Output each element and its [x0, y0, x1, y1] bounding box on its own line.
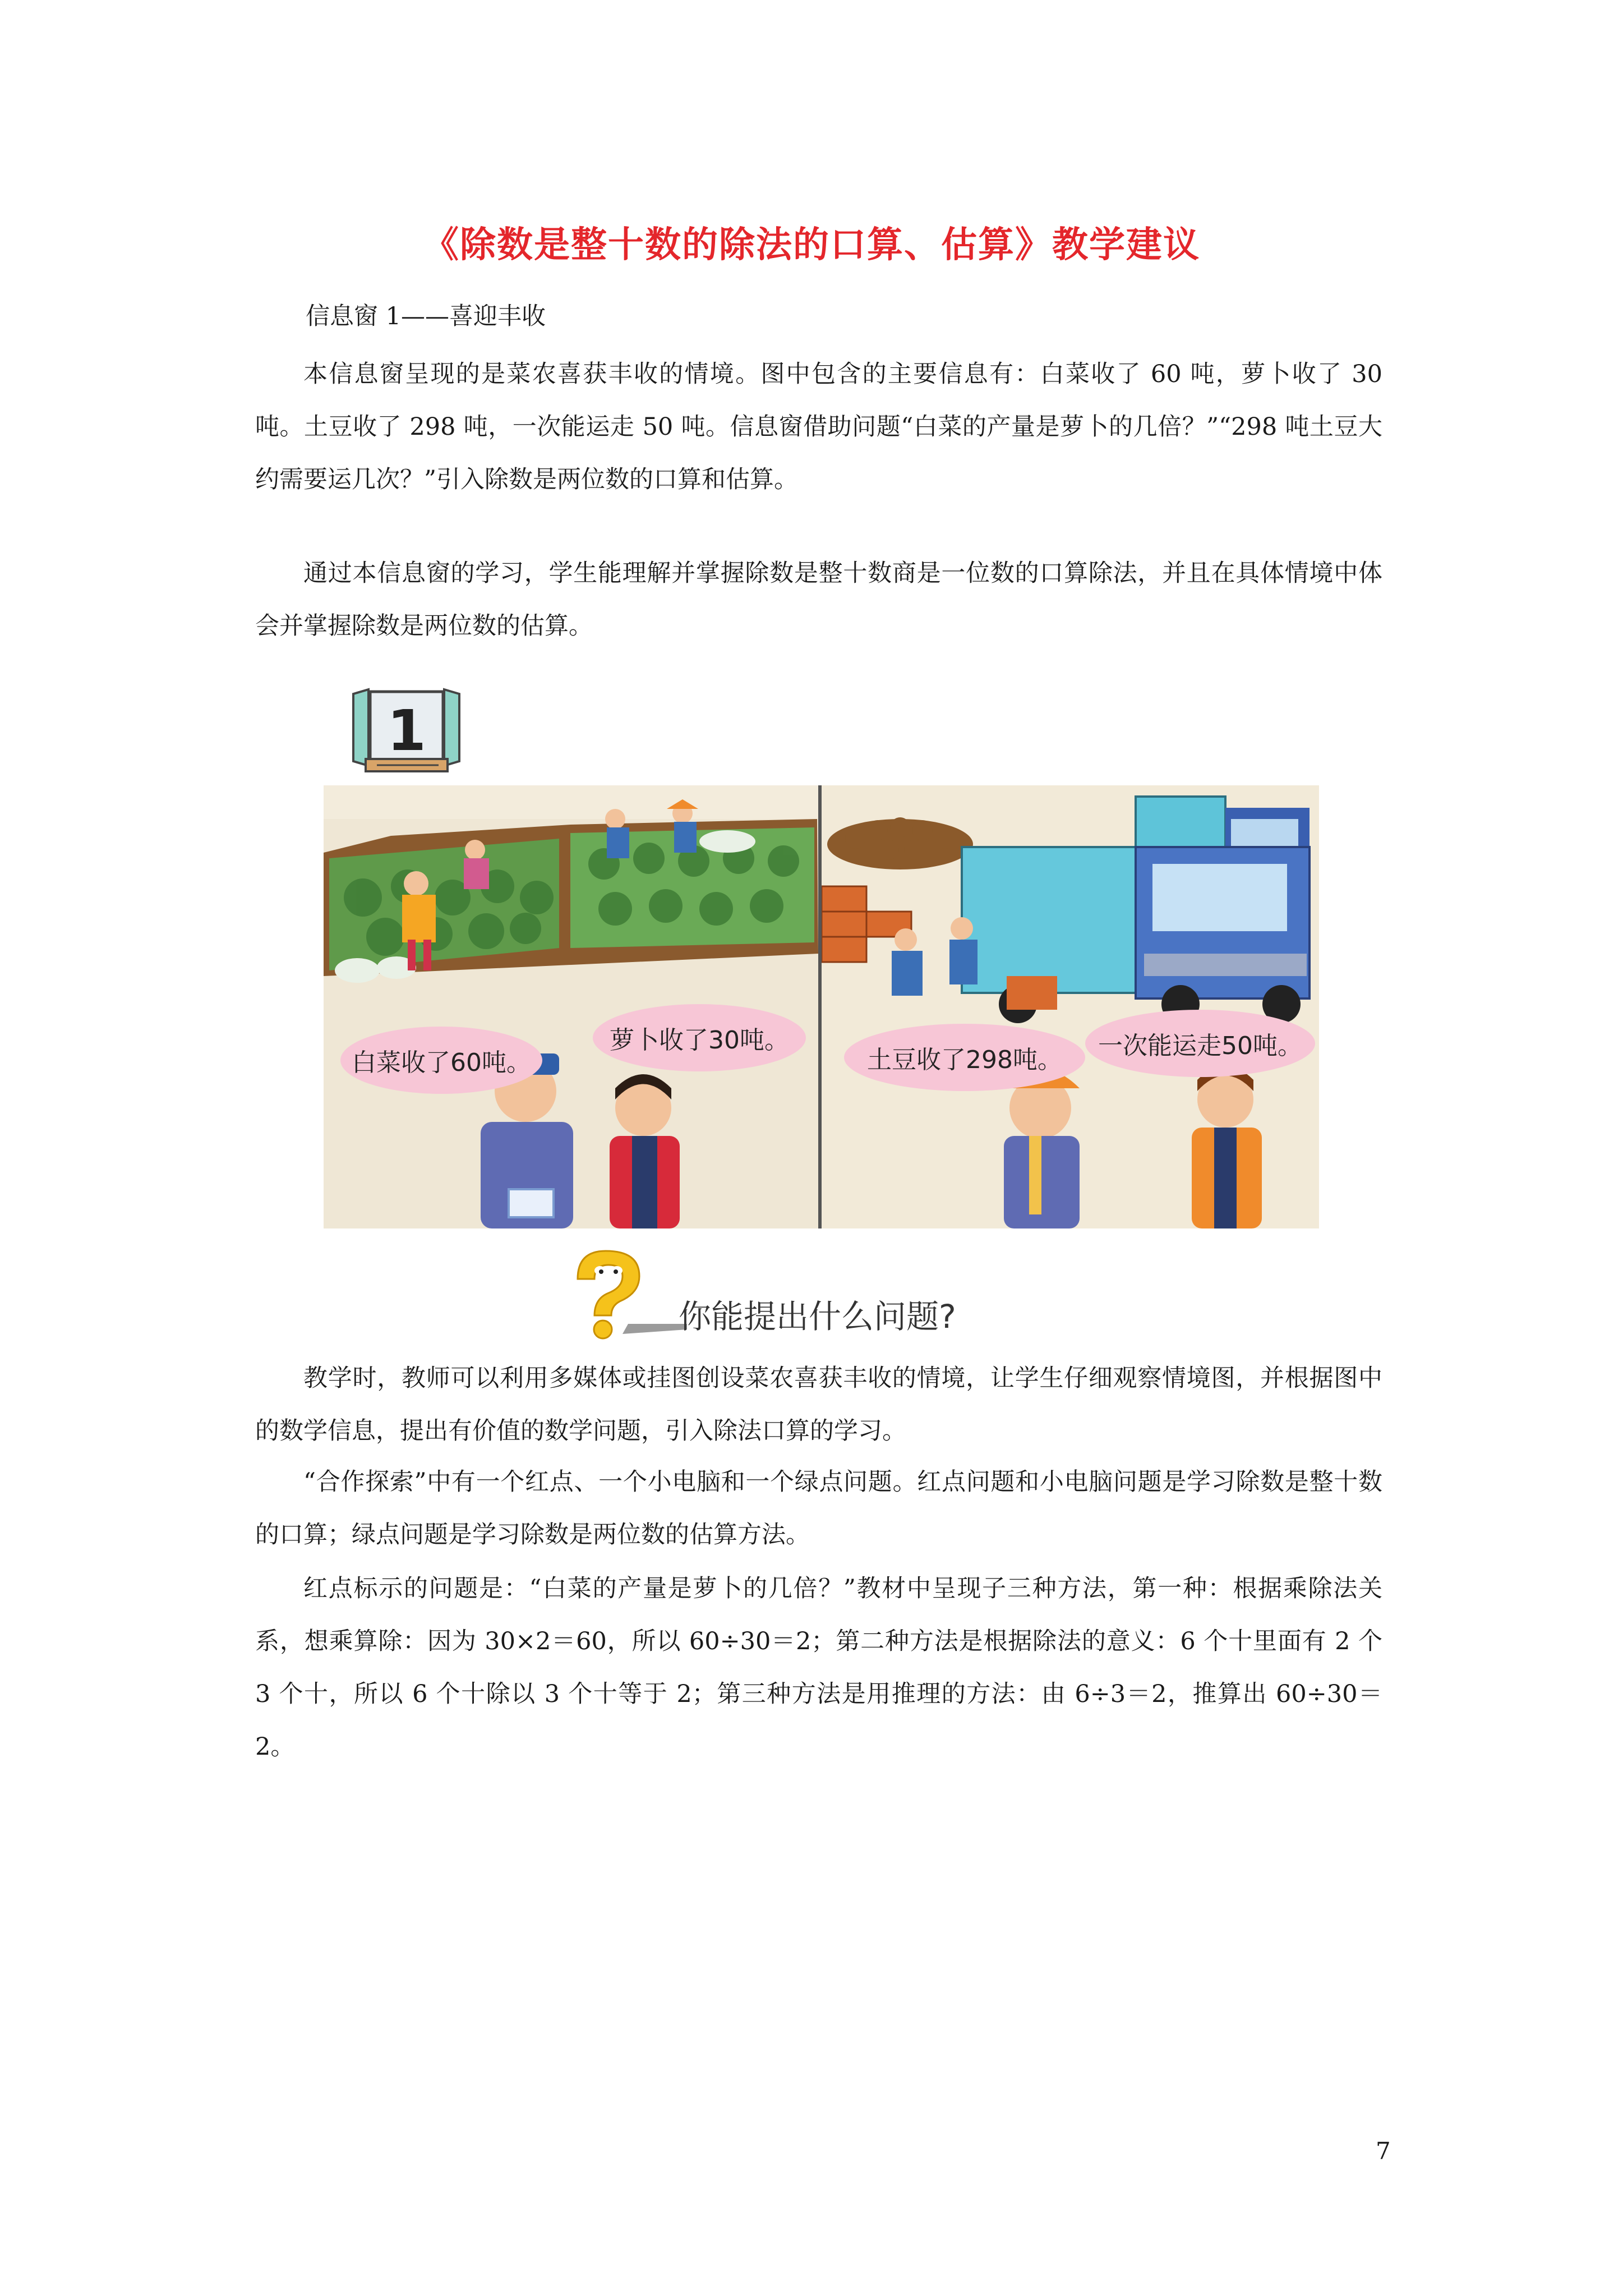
page-number: 7: [1376, 2137, 1391, 2165]
paragraph-teaching: 教学时，教师可以利用多媒体或挂图创设菜农喜获丰收的情境，让学生仔细观察情境图，并根据图中的数学信息，提出有价值的数学问题，引入除法口算的学习。: [255, 1364, 1382, 1445]
paragraph-intro: 本信息窗呈现的是菜农喜获丰收的情境。图中包含的主要信息有：白菜收了 60 吨，萝卜收了 30 吨。土豆收了 298 吨，一次能运走 50 吨。信息窗借助问题“白菜的产量是萝卜的几倍？”“298 吨土豆大约需要运几次？”引入除数是两位数的口算和估算。: [255, 360, 1382, 494]
question-banner: 你能提出什么问题?: [679, 1297, 956, 1336]
question-mark-icon: [561, 1245, 690, 1341]
speech-bubble-cabbage: 白菜收了60吨。: [340, 1027, 542, 1094]
paragraph-goals: 通过本信息窗的学习，学生能理解并掌握除数是整十数商是一位数的口算除法，并且在具体情境中体会并掌握除数是两位数的估算。: [255, 559, 1382, 640]
truck-scene: [822, 785, 1319, 1228]
paragraph-explore: “合作探索”中有一个红点、一个小电脑和一个绿点问题。红点问题和小电脑问题是学习除数是整十数的口算；绿点问题是学习除数是两位数的估算方法。: [255, 1468, 1382, 1549]
speech-bubble-radish: 萝卜收了30吨。: [593, 1004, 806, 1071]
paragraph-methods: 红点标示的问题是：“白菜的产量是萝卜的几倍？”教材中呈现子三种方法，第一种：根据乘除法关系，想乘算除：因为 30×2＝60，所以 60÷30＝2；第二种方法是根据除法的意义：6 个十里面有 2 个 3 个十，所以 6 个十除以 3 个十等于 2；第三种方法是用推理的方法：由 6÷3＝2，推算出 60÷30＝2。: [255, 1575, 1382, 1761]
truck-loading-art: [822, 785, 1319, 1228]
speech-bubble-potato: 土豆收了298吨。: [844, 1024, 1085, 1091]
harvest-illustration: [324, 785, 1319, 1228]
page-title: 《除数是整十数的除法的口算、估算》教学建议: [423, 224, 1200, 266]
speech-bubble-truck: 一次能运走50吨。: [1085, 1010, 1315, 1077]
window-number-icon: [343, 687, 469, 774]
field-scene: [324, 785, 818, 1228]
subheading: 信息窗 1——喜迎丰收: [306, 302, 546, 330]
window-number: 1: [387, 698, 426, 763]
